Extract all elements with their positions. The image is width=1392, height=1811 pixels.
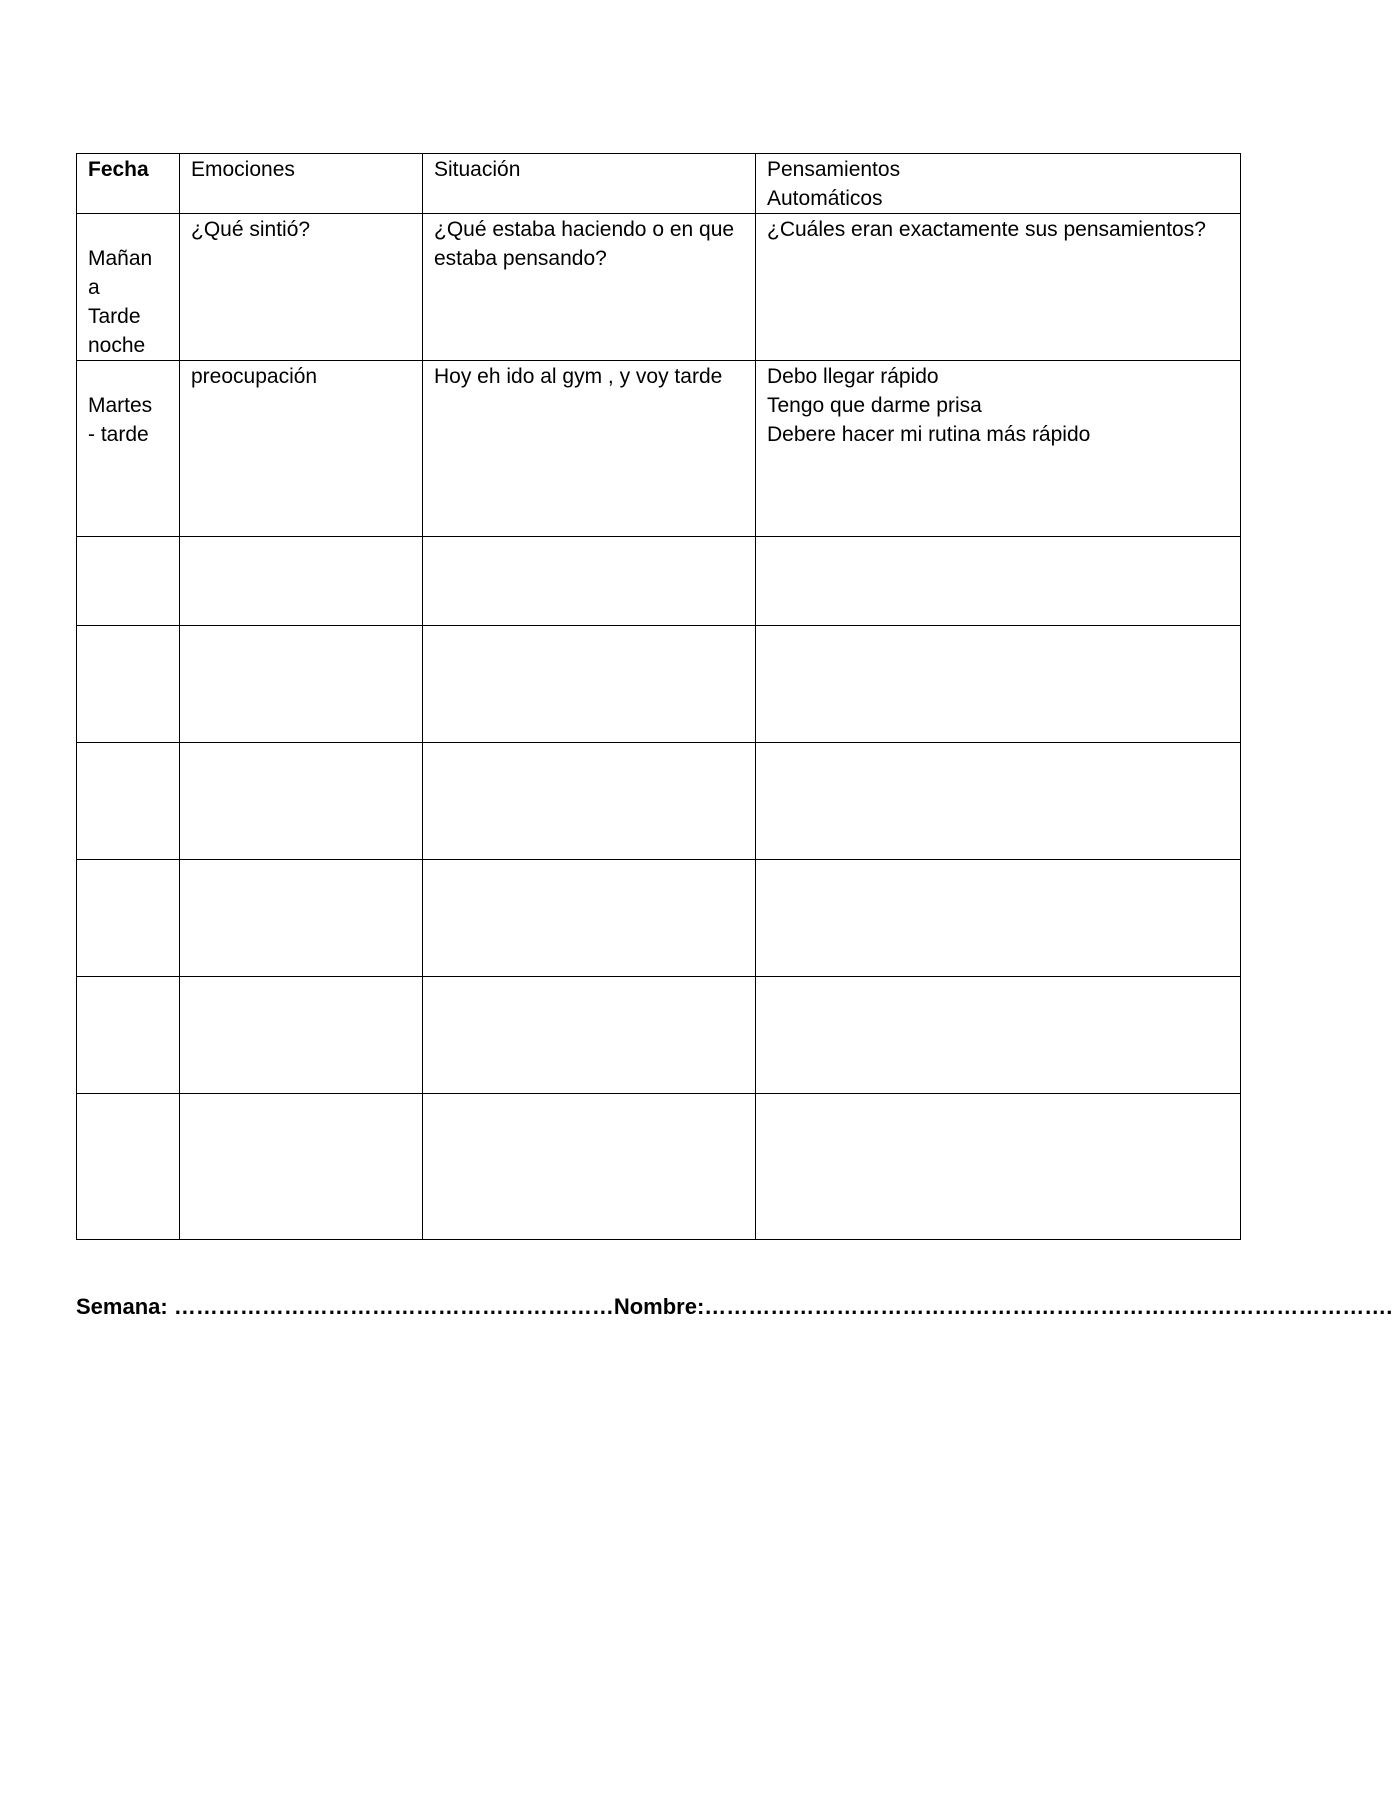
semana-blank-line: …………………………………………………… <box>173 1294 614 1319</box>
empty-cell <box>423 1094 756 1240</box>
empty-cell <box>180 860 423 977</box>
empty-cell <box>77 743 180 860</box>
empty-cell <box>180 537 423 626</box>
empty-cell <box>423 743 756 860</box>
empty-cell <box>180 1094 423 1240</box>
header-fecha: Fecha <box>77 154 180 214</box>
entry-pensamientos: Debo llegar rápido Tengo que darme prisa Debere hacer mi rutina más rápido <box>756 361 1241 537</box>
prompt-fecha: Mañan a Tarde noche <box>77 214 180 361</box>
table-prompt-row <box>77 214 1241 361</box>
empty-cell <box>77 537 180 626</box>
empty-cell <box>423 537 756 626</box>
empty-cell <box>423 626 756 743</box>
semana-label: Semana: <box>76 1294 174 1319</box>
empty-cell <box>77 1094 180 1240</box>
header-situacion: Situación <box>423 154 756 214</box>
empty-table-row <box>77 626 1241 743</box>
empty-cell <box>180 626 423 743</box>
empty-cell <box>180 977 423 1094</box>
empty-cell <box>756 860 1241 977</box>
table-header-row <box>77 154 1241 214</box>
empty-cell <box>423 860 756 977</box>
entry-situacion: Hoy eh ido al gym , y voy tarde <box>423 361 756 537</box>
prompt-emociones: ¿Qué sintió? <box>180 214 423 361</box>
nombre-label: Nombre: <box>613 1294 705 1319</box>
header-pensamientos: Pensamientos Automáticos <box>756 154 1241 214</box>
empty-cell <box>77 860 180 977</box>
entry-emociones: preocupación <box>180 361 423 537</box>
empty-cell <box>756 977 1241 1094</box>
empty-cell <box>756 537 1241 626</box>
empty-cell <box>77 626 180 743</box>
empty-cell <box>756 743 1241 860</box>
prompt-pensamientos: ¿Cuáles eran exactamente sus pensamientos? <box>756 214 1241 361</box>
thought-record-table <box>76 153 1241 1240</box>
empty-cell <box>77 977 180 1094</box>
header-emociones: Emociones <box>180 154 423 214</box>
empty-table-row <box>77 977 1241 1094</box>
entry-fecha: Martes - tarde <box>77 361 180 537</box>
empty-cell <box>180 743 423 860</box>
empty-table-row <box>77 1094 1241 1240</box>
empty-table-row <box>77 537 1241 626</box>
table-row <box>77 361 1241 537</box>
empty-cell <box>756 1094 1241 1240</box>
prompt-situacion: ¿Qué estaba haciendo o en que estaba pensando? <box>423 214 756 361</box>
empty-table-row <box>77 743 1241 860</box>
empty-cell <box>423 977 756 1094</box>
nombre-blank-line: …………………………………………………………………………………. <box>704 1294 1392 1319</box>
week-name-footer <box>76 1292 1392 1322</box>
empty-cell <box>756 626 1241 743</box>
empty-table-row <box>77 860 1241 977</box>
